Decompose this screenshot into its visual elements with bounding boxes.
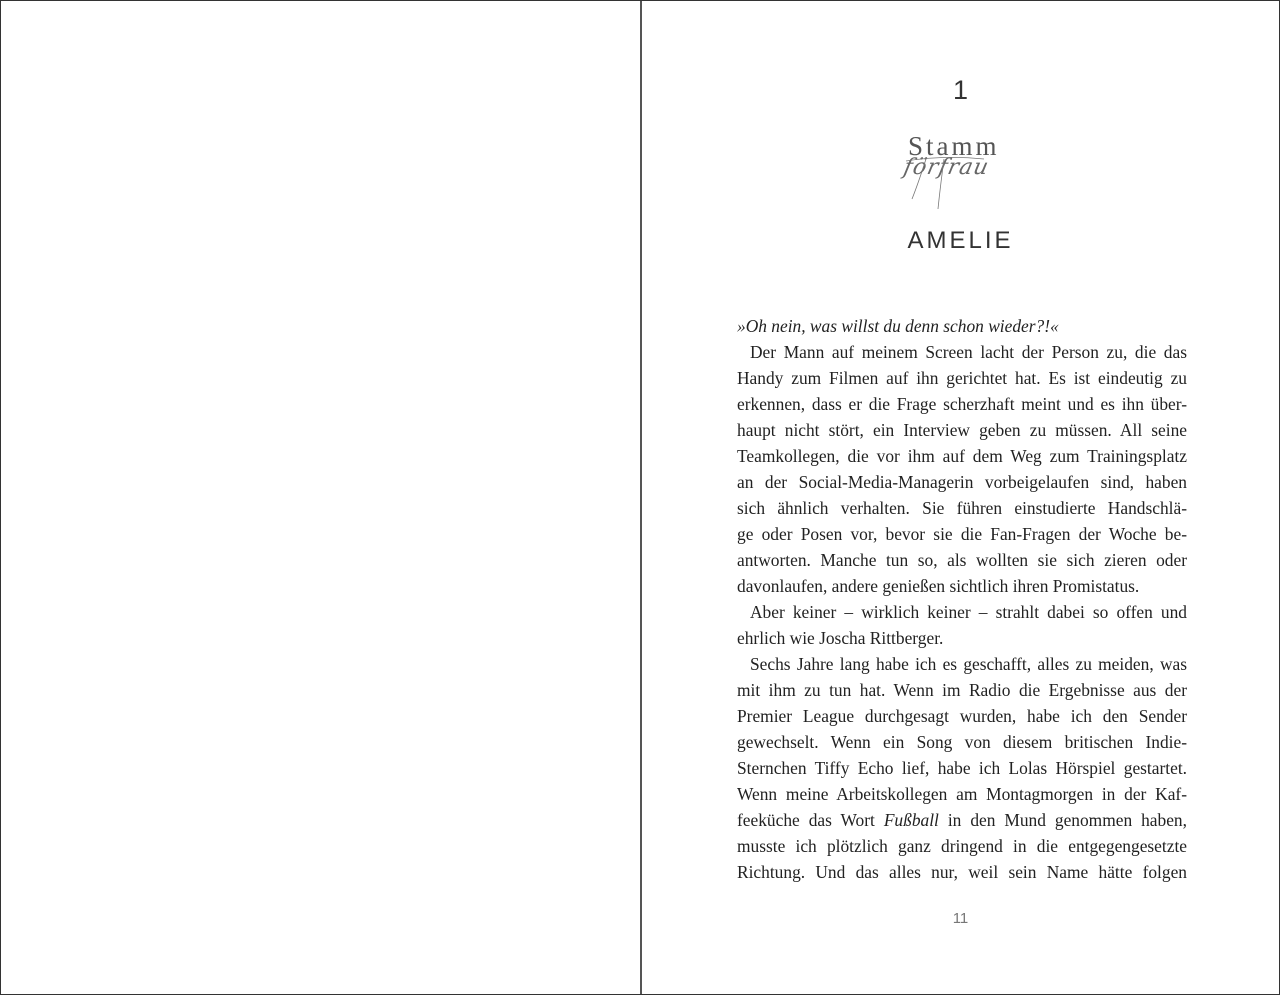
text-line: Premier League durchgesagt wurden, habe ich den Sender: [737, 706, 1187, 726]
text-line: Aber keiner – wirklich keiner – strahlt dabei so offen und: [750, 602, 1187, 622]
stammfoerfrau-logo: [901, 129, 1016, 213]
text-line: Wenn meine Arbeitskollegen am Montagmorgen in der Kaf-: [737, 784, 1187, 804]
text-line: davonlaufen, andere genießen sichtlich ihren Promistatus.: [737, 576, 1140, 596]
text-line: sich ähnlich verhalten. Sie führen einstudierte Handschlä-: [737, 498, 1187, 518]
text-segment: in den Mund genommen haben,: [938, 810, 1187, 830]
text-line: gewechselt. Wenn ein Song von diesem britischen Indie-: [737, 732, 1187, 752]
logo-script-flourish-icon: [904, 129, 1016, 213]
text-line: Handy zum Filmen auf ihn gerichtet hat. Es ist eindeutig zu: [737, 368, 1187, 388]
text-line: ge oder Posen vor, bevor sie die Fan-Fragen der Woche be-: [737, 524, 1187, 544]
text-line: Richtung. Und das alles nur, weil sein Name hätte folgen: [737, 862, 1187, 882]
text-segment: feeküche das Wort: [737, 810, 884, 830]
logo-text-script: förfrau: [901, 155, 992, 180]
text-line: [737, 807, 1187, 833]
text-line: musste ich plötzlich ganz dringend in die entgegengesetzte: [737, 836, 1187, 856]
text-line: erkennen, dass er die Frage scherzhaft meint und es ihn über-: [737, 394, 1187, 414]
left-page-blank: [1, 1, 640, 994]
right-page: [642, 1, 1279, 994]
italic-word: Fußball: [883, 810, 939, 830]
chapter-title: AMELIE: [907, 227, 1014, 254]
logo-text-stamm: Stamm: [908, 131, 1000, 161]
text-line: Sternchen Tiffy Echo lief, habe ich Lolas Hörspiel gestartet.: [737, 758, 1187, 778]
text-line: haupt nicht stört, ein Interview geben zu müssen. All seine: [737, 420, 1187, 440]
chapter-number: 1: [952, 75, 969, 105]
text-line: Sechs Jahre lang habe ich es geschafft, alles zu meiden, was: [750, 654, 1187, 674]
text-line: Teamkollegen, die vor ihm auf dem Weg zum Trainingsplatz: [737, 446, 1187, 466]
page-number: 11: [952, 910, 969, 927]
text-line: an der Social-Media-Managerin vorbeigelaufen sind, haben: [737, 472, 1187, 492]
text-line: »Oh nein, was willst du denn schon wieder?!«: [737, 316, 1059, 336]
chapter-body-text: [737, 313, 1187, 885]
text-line: antworten. Manche tun so, als wollten sie sich zieren oder: [737, 550, 1187, 570]
text-line: ehrlich wie Joscha Rittberger.: [737, 628, 944, 648]
text-line: Der Mann auf meinem Screen lacht der Person zu, die das: [750, 342, 1187, 362]
text-line: mit ihm zu tun hat. Wenn im Radio die Ergebnisse aus der: [737, 680, 1187, 700]
